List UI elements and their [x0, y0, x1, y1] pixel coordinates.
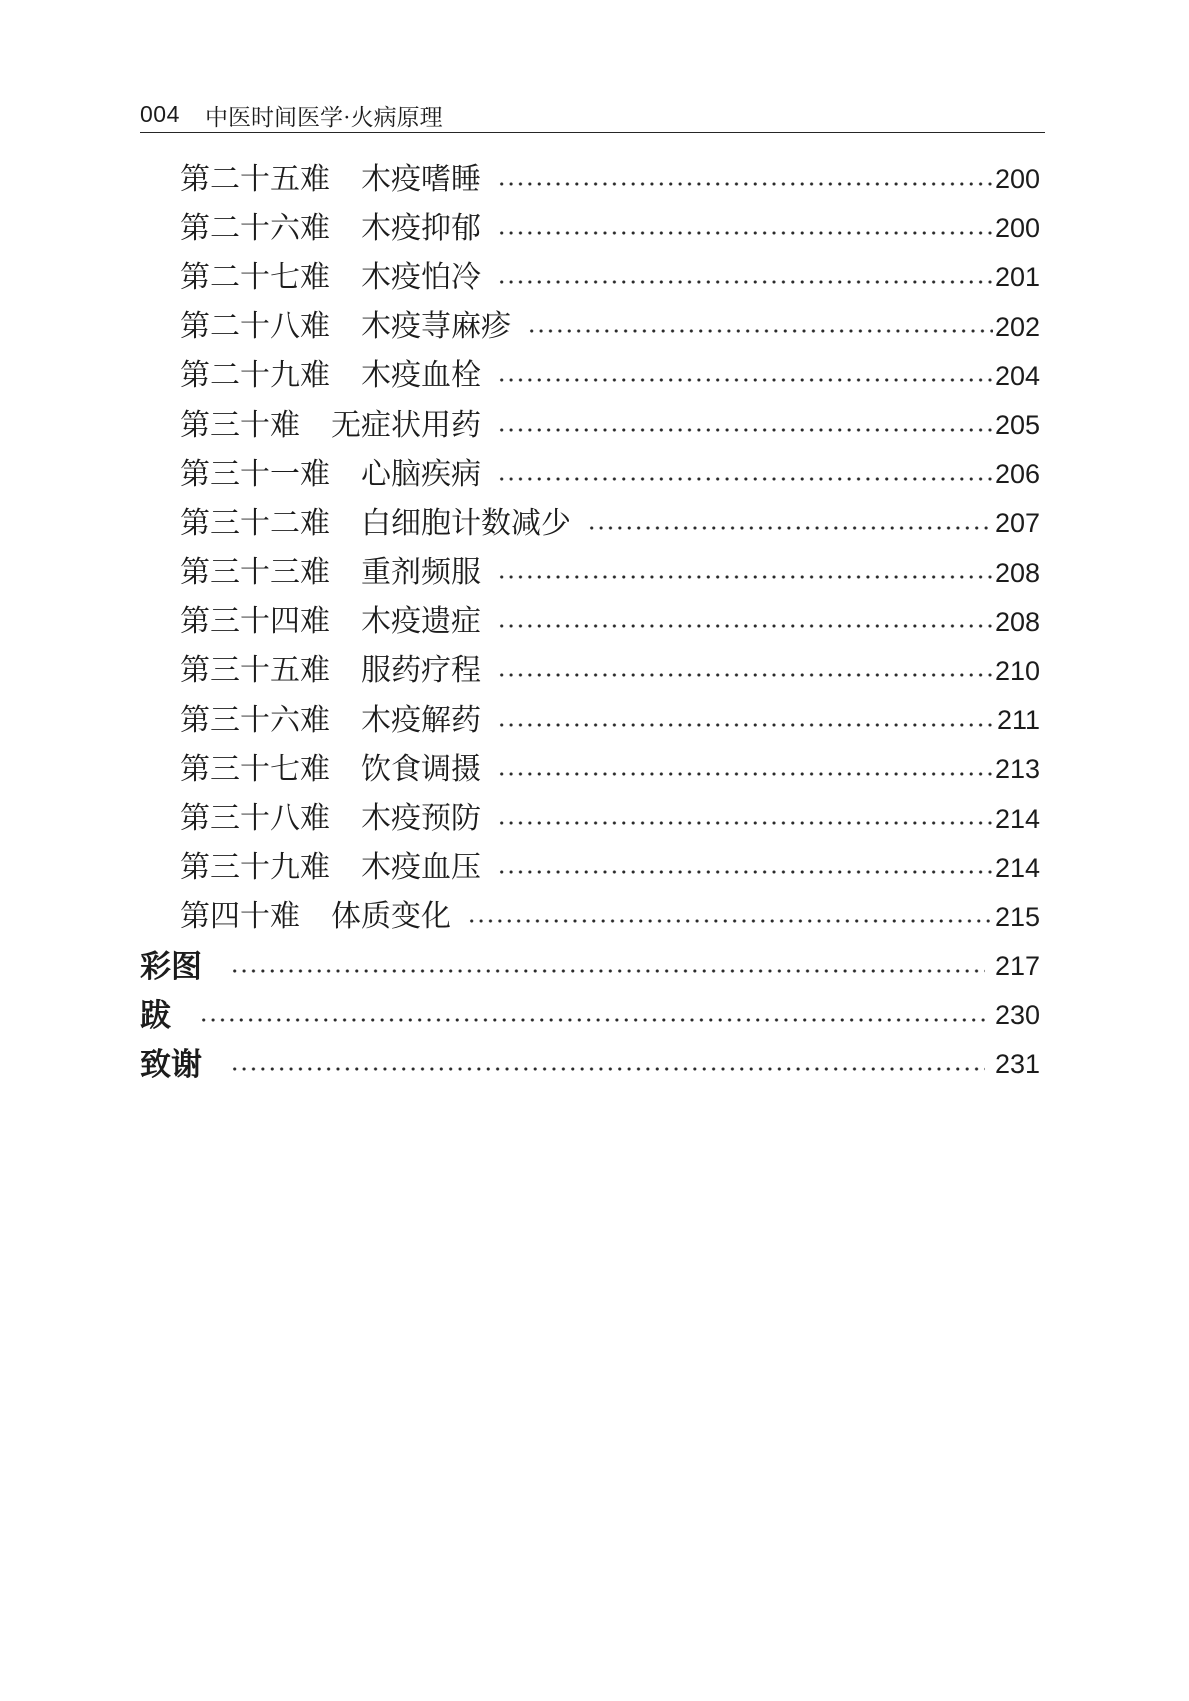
toc-entry: [140, 794, 1040, 843]
toc-back-matter-entry: [140, 942, 1040, 991]
toc-entry-title: 无症状用药: [331, 408, 481, 442]
toc-entry-chapter: 第三十九难: [180, 851, 330, 885]
toc-entry: [140, 499, 1040, 548]
toc-entry-chapter: 第三十四难: [180, 605, 330, 639]
toc-entry-chapter: 第四十难: [180, 900, 300, 934]
toc-entry-title: 饮食调摄: [361, 752, 481, 786]
toc-entry-title: 木疫解药: [361, 703, 481, 737]
toc-entry-page: 208: [994, 557, 1040, 588]
dot-leader: [497, 180, 993, 188]
toc-entry-title: 木疫血栓: [361, 359, 481, 393]
toc-entry-chapter: 第二十七难: [180, 260, 330, 294]
toc-entry-chapter: 第二十五难: [180, 162, 330, 196]
toc-entry: [140, 844, 1040, 893]
toc-entry-chapter: 第二十九难: [180, 359, 330, 393]
toc-entry: [140, 893, 1040, 942]
toc-entry-page: 205: [994, 410, 1040, 441]
dot-leader: [527, 327, 993, 335]
dot-leader: [497, 475, 993, 483]
toc-entry: [140, 253, 1040, 302]
toc-entry: [140, 696, 1040, 745]
dot-leader: [497, 573, 993, 581]
toc-entry-title: 木疫预防: [361, 802, 481, 836]
toc-entry: [140, 450, 1040, 499]
toc-entry-title: 木疫荨麻疹: [361, 310, 511, 344]
toc-entry-page: 217: [994, 951, 1040, 982]
toc-entry-chapter: 第三十七难: [180, 752, 330, 786]
toc-entry-chapter: 第三十六难: [180, 703, 330, 737]
toc-entry-page: 200: [994, 213, 1040, 244]
dot-leader: [199, 1016, 985, 1024]
toc-entry: [140, 352, 1040, 401]
dot-leader: [497, 426, 993, 434]
header-book-title: 中医时间医学·火病原理: [205, 105, 443, 130]
toc-entry: [140, 549, 1040, 598]
dot-leader: [497, 770, 993, 778]
toc-entry-title: 木疫抑郁: [361, 211, 481, 245]
toc-back-matter-entry: [140, 1040, 1040, 1089]
toc-entry-title: 木疫怕冷: [361, 260, 481, 294]
toc-entry-chapter: 第二十六难: [180, 211, 330, 245]
dot-leader: [497, 622, 993, 630]
toc-entry-title: 体质变化: [331, 900, 451, 934]
dot-leader: [497, 671, 993, 679]
toc-entry-page: 200: [994, 164, 1040, 195]
toc-entry-page: 207: [994, 508, 1040, 539]
toc-entry: [140, 303, 1040, 352]
toc-entry-page: 231: [994, 1049, 1040, 1080]
toc-entry-title: 木疫嗜睡: [361, 162, 481, 196]
dot-leader: [497, 229, 993, 237]
header-page-number: 004: [140, 101, 180, 127]
running-header: [140, 96, 1045, 133]
toc-entry-chapter: 第三十五难: [180, 654, 330, 688]
toc-entry: [140, 204, 1040, 253]
table-of-contents: [140, 155, 1040, 1090]
toc-entry-chapter: 第二十八难: [180, 310, 330, 344]
toc-entry-chapter: 第三十二难: [180, 506, 330, 540]
toc-entry-title: 心脑疾病: [361, 457, 481, 491]
toc-entry-page: 214: [994, 803, 1040, 834]
toc-entry-title: 重剂频服: [361, 556, 481, 590]
toc-entry-page: 215: [994, 901, 1040, 932]
toc-entry-chapter: 第三十难: [180, 408, 300, 442]
dot-leader: [497, 868, 993, 876]
dot-leader: [497, 376, 993, 384]
toc-entry-page: 208: [994, 606, 1040, 637]
dot-leader: [230, 967, 985, 975]
toc-entry-title: 服药疗程: [361, 654, 481, 688]
toc-entry-page: 210: [994, 655, 1040, 686]
toc-back-matter-title: 彩图: [140, 949, 202, 985]
toc-entry-title: 木疫遗症: [361, 605, 481, 639]
dot-leader: [497, 278, 993, 286]
toc-entry: [140, 745, 1040, 794]
toc-back-matter-title: 跋: [140, 998, 171, 1034]
toc-entry-page: 213: [994, 754, 1040, 785]
toc-entry: [140, 598, 1040, 647]
toc-entry-chapter: 第三十三难: [180, 556, 330, 590]
toc-entry-page: 206: [994, 459, 1040, 490]
toc-entry-title: 白细胞计数减少: [361, 506, 571, 540]
dot-leader: [587, 524, 993, 532]
toc-entry-title: 木疫血压: [361, 851, 481, 885]
toc-entry: [140, 647, 1040, 696]
toc-entry-page: 202: [994, 311, 1040, 342]
toc-entry: [140, 401, 1040, 450]
dot-leader: [497, 819, 993, 827]
toc-entry: [140, 155, 1040, 204]
toc-entry-page: 204: [994, 360, 1040, 391]
toc-entry-page: 214: [994, 852, 1040, 883]
toc-entry-page: 201: [994, 262, 1040, 293]
toc-entry-chapter: 第三十八难: [180, 802, 330, 836]
toc-entry-chapter: 第三十一难: [180, 457, 330, 491]
dot-leader: [497, 721, 995, 729]
toc-back-matter-entry: [140, 991, 1040, 1040]
dot-leader: [467, 917, 993, 925]
dot-leader: [230, 1065, 985, 1073]
toc-entry-page: 211: [996, 705, 1040, 736]
toc-entry-page: 230: [994, 1000, 1040, 1031]
toc-back-matter-title: 致谢: [140, 1047, 202, 1083]
